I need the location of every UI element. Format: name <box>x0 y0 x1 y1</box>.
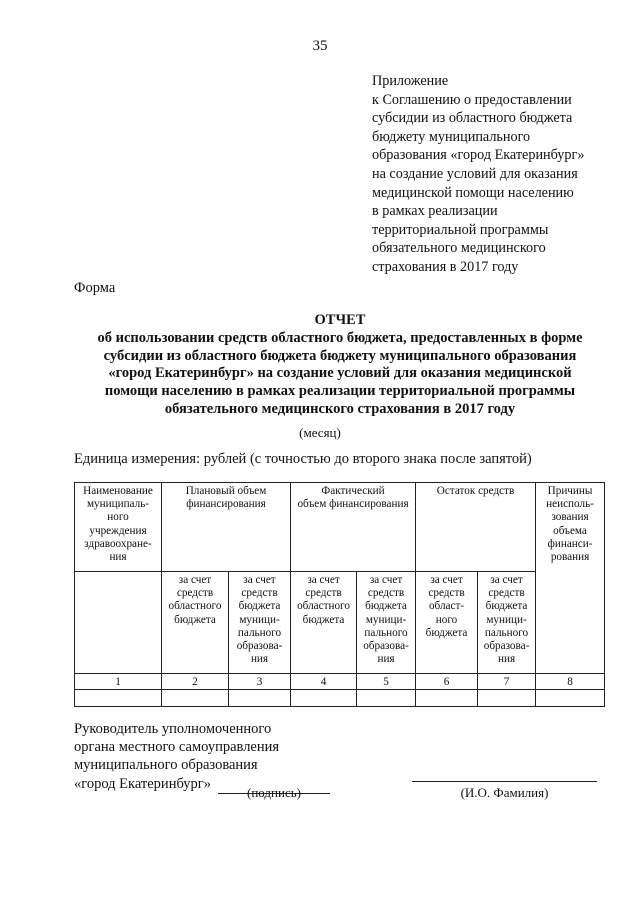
report-table <box>74 482 605 707</box>
form-label: Форма <box>74 280 116 296</box>
empty-cell <box>357 690 416 707</box>
title-line: помощи населению в рамках реализации территориальной программы <box>104 383 576 400</box>
empty-cell <box>416 690 478 707</box>
appendix-line: бюджету муниципального <box>372 128 531 145</box>
signature-line: Руководитель уполномоченного <box>74 721 272 737</box>
column-number: 7 <box>478 674 536 690</box>
appendix-line: Приложение <box>372 73 449 89</box>
empty-cell <box>162 690 229 707</box>
empty-cell <box>291 690 357 707</box>
header-institution: Наименование муниципаль- ного учреждения здравоохране- ния <box>75 483 162 572</box>
header-row <box>75 483 605 572</box>
appendix-line: медицинской помощи населению <box>372 184 574 201</box>
header-balance: Остаток средств <box>416 483 536 572</box>
page-number: 35 <box>312 38 328 54</box>
appendix-line: к Соглашению о предоставлении <box>372 91 572 108</box>
appendix-line: территориальной программы <box>372 221 549 238</box>
subheader-balance-regional: за счет средств област- ного бюджета <box>416 572 478 674</box>
appendix-block <box>372 72 632 277</box>
month-caption: (месяц) <box>299 425 341 440</box>
column-number: 1 <box>75 674 162 690</box>
appendix-line: субсидии из областного бюджета <box>372 110 573 127</box>
title-line: «город Екатеринбург» на создание условий для оказания медицинской <box>108 365 572 382</box>
appendix-line: страхования в 2017 году <box>372 258 519 275</box>
subheader-planned-municipal: за счет средств бюджета муници- пального образова- ния <box>229 572 291 674</box>
signature-line: муниципального образования <box>74 757 258 774</box>
column-number: 6 <box>416 674 478 690</box>
empty-cell <box>229 690 291 707</box>
header-reasons: Причины неисполь- зования объема финанси- рования <box>536 483 605 674</box>
appendix-line: обязательного медицинского <box>372 240 546 257</box>
header-planned-financing: Плановый объем финансирования <box>162 483 291 572</box>
appendix-line: в рамках реализации <box>372 203 498 220</box>
empty-cell <box>478 690 536 707</box>
signature-line: «город Екатеринбург» <box>74 775 211 792</box>
title-line: обязательного медицинского страхования в 2017 году <box>164 400 516 417</box>
signature-block <box>74 720 279 793</box>
header-actual-financing: Фактический объем финансирования <box>291 483 416 572</box>
column-number: 3 <box>229 674 291 690</box>
empty-cell <box>536 690 605 707</box>
name-underline <box>412 781 597 782</box>
subheader-balance-municipal: за счет средств бюджета муници- пального образова- ния <box>478 572 536 674</box>
column-number-row <box>75 674 605 690</box>
title-line: об использовании средств областного бюджета, предоставленных в форме <box>97 329 583 346</box>
report-title <box>60 312 620 419</box>
name-caption: (И.О. Фамилия) <box>460 785 549 800</box>
appendix-line: на создание условий для оказания <box>372 165 578 182</box>
subheader-actual-municipal: за счет средств бюджета муници- пального образова- ния <box>357 572 416 674</box>
subheader-actual-regional: за счет средств областного бюджета <box>291 572 357 674</box>
appendix-line: образования «город Екатеринбург» <box>372 147 585 164</box>
subheader-empty <box>75 572 162 674</box>
title-line: субсидии из областного бюджета бюджету муниципального образования <box>103 347 577 364</box>
subheader-planned-regional: за счет средств областного бюджета <box>162 572 229 674</box>
subheader-row <box>75 572 605 674</box>
empty-cell <box>75 690 162 707</box>
column-number: 5 <box>357 674 416 690</box>
title-heading: ОТЧЕТ <box>314 312 366 328</box>
signature-caption: (подпись) <box>247 785 301 800</box>
column-number: 8 <box>536 674 605 690</box>
units-line: Единица измерения: рублей (с точностью до второго знака после запятой) <box>74 451 532 467</box>
column-number: 2 <box>162 674 229 690</box>
empty-data-row <box>75 690 605 707</box>
column-number: 4 <box>291 674 357 690</box>
signature-line: органа местного самоуправления <box>74 739 280 756</box>
